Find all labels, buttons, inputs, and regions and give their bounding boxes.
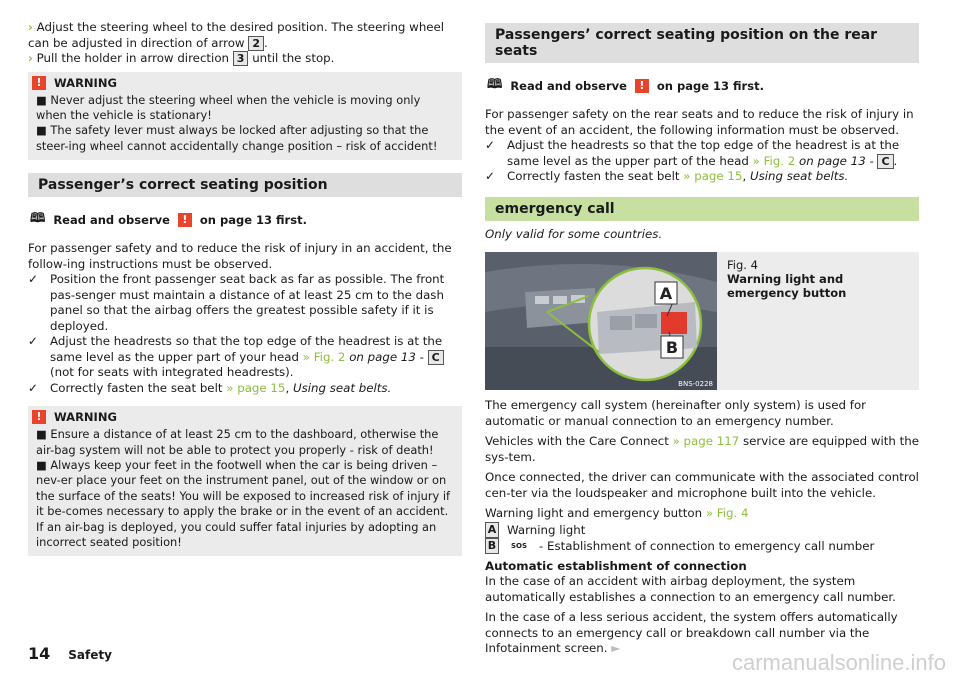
paragraph: In the case of an accident with airbag deployment, the system automatically establishes a connection to an emergency call number. [485,574,896,604]
figure-link[interactable]: » Fig. 4 [705,506,749,520]
warning-item: ■ Always keep your feet in the footwell when the car is being driven – nev-er place your feet on the instrument panel, out of the window or on the surface of the seats! You will be exposed to increased risk of injury if it be-comes necessary to apply the brake or in the event of an accident. If an air-bag is deployed, you could suffer fatal injuries by adopting an incorrect seated position! [36,457,451,549]
callout-a: A [659,284,673,303]
figure-caption [717,252,919,390]
sos-icon: SOS [511,541,528,550]
check-item: ✓ Correctly fasten the seat belt » page 15, Using seat belts. [485,169,849,183]
intro-paragraph: For passenger safety on the rear seats and to reduce the risk of injury in the event of an accident, the following information must be observed. [485,107,914,137]
page-number: 14 [28,644,51,663]
subheading: Automatic establishment of connection [485,558,747,573]
check-item: ✓ Adjust the headrests so that the top edge of the headrest is at the same level as the upper part of the head » Fig. 2 on page 13 - C . [485,138,900,168]
section-title: Passenger’s correct seating position [28,173,462,197]
check-item: ✓ Correctly fasten the seat belt » page 15, Using seat belts. [28,380,392,395]
read-observe: 🕮 Read and observe ! on page 13 first. [30,209,462,231]
read-observe: 🕮 Read and observe ! on page 13 first. [487,75,919,97]
warning-box [28,72,462,161]
warning-title [28,72,462,91]
check-item: ✓ Position the front passenger seat back as far as possible. The front pas-senger must maintain a distance of at least 25 cm to the dash panel so that the airbag offers the greatest possible safety if it is deployed. [28,272,445,333]
callout-box: B [485,538,499,554]
intro-paragraph: For passenger safety and to reduce the risk of injury in an accident, the follow-ing instructions must be observed. [28,241,452,271]
paragraph: Vehicles with the Care Connect » page 117 service are equipped with the sys-tem. [485,434,919,464]
step-1: › Adjust the steering wheel to the desired position. The steering wheel can be adjusted in direction of arrow 2 . [28,20,445,50]
warning-body [28,91,462,155]
step-1-text: Adjust the steering wheel to the desired position. The steering wheel can be adjusted in direction of arrow [28,20,445,50]
figure-image [485,252,717,390]
figure-caption-text: Warning light and emergency button [727,272,847,300]
emergency-title: emergency call [485,197,919,221]
page-link[interactable]: » page 15 [226,380,286,395]
callout-b: B [665,338,679,357]
legend-item: B SOS - Establishment of connection to emergency call number [485,538,919,554]
warning-icon: ! [178,213,192,227]
paragraph: In the case of a less serious accident, the system offers automatically connects to an emergency call or breakdown call number via the Infotainment screen. ► [485,610,898,655]
check-icon: ✓ [28,380,38,395]
paragraph: Once connected, the driver can communicate with the associated control cen-ter via the loudspeaker and microphone built into the vehicle. [485,470,919,500]
step-2-text-end: until the stop. [252,51,335,65]
warning-icon: ! [32,76,46,90]
warning-item: ■ Never adjust the steering wheel when the vehicle is moving only when the vehicle is stationary! [36,92,421,122]
legend-item: A Warning light [485,522,919,538]
callout-box: 3 [233,51,249,66]
warning-title [28,406,462,425]
page-section: Safety [68,648,112,662]
warning-body [28,425,462,550]
emergency-subtitle: Only valid for some countries. [485,226,663,241]
book-icon: 🕮 [30,211,46,227]
step-arrow-icon: › [28,51,33,65]
check-icon: ✓ [28,272,38,287]
step-2-text: Pull the holder in arrow direction [36,51,230,65]
figure-label: Fig. 4 [727,258,758,272]
section-title: Passengers’ correct seating position on the rear seats [485,23,919,63]
paragraph: Warning light and emergency button » Fig. 4 [485,506,749,520]
page-link[interactable]: » page 117 [672,434,740,448]
left-column [28,0,462,556]
overhead-console-illustration [485,252,717,390]
figure-link[interactable]: » Fig. 2 [302,349,346,364]
warning-box [28,406,462,556]
continue-icon: ► [611,641,621,655]
watermark: carmanualsonline.info [731,650,946,675]
figure-4 [485,252,919,390]
callout-box: C [428,350,444,365]
step-arrow-icon: › [28,20,33,34]
page-footer [28,644,112,663]
warning-label: WARNING [54,75,117,90]
paragraph: The emergency call system (hereinafter only system) is used for automatic or manual connection to an emergency number. [485,398,867,428]
page-link[interactable]: » page 15 [683,169,743,183]
check-icon: ✓ [485,169,495,183]
warning-label: WARNING [54,410,117,425]
figure-code: BNS-0228 [678,380,713,388]
book-icon: 🕮 [487,77,503,92]
callout-box: C [877,154,893,169]
check-icon: ✓ [28,334,38,349]
check-item: ✓ Adjust the headrests so that the top edge of the headrest is at the same level as the upper part of your head » Fig. 2 on page 13 - C (not for seats with integrated headrests). [28,334,443,380]
callout-box: 2 [248,36,264,51]
right-column [485,0,919,657]
step-2 [28,51,462,67]
warning-item: ■ Ensure a distance of at least 25 cm to the dashboard, otherwise the air-bag system will not be able to protect you properly - risk of death! [36,427,439,457]
callout-box: A [485,522,499,538]
warning-item: ■ The safety lever must always be locked after adjusting so that the steer-ing wheel cannot accidentally change position – risk of accident! [36,123,438,153]
warning-icon: ! [32,410,46,424]
warning-icon: ! [635,79,649,93]
check-icon: ✓ [485,138,495,152]
figure-link[interactable]: » Fig. 2 [752,153,796,168]
